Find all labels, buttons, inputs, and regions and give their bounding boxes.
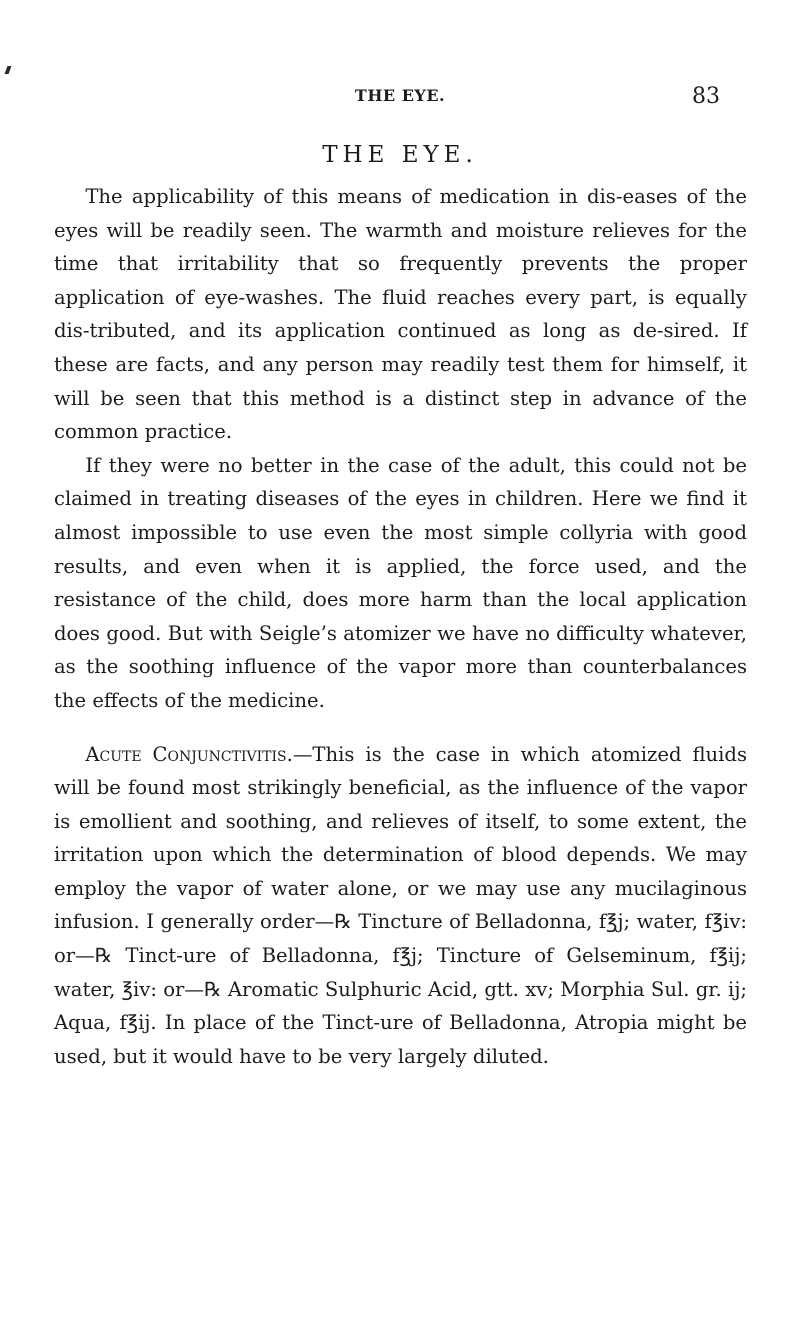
paragraph-applicability: The applicability of this means of medication in dis-eases of the eyes will be readily seen. The warmth and moisture relieves for the time that irritability that so frequently prevents the proper application of eye-washes. The fluid reaches every part, is equally dis-tributed, and its application continued as long as de-sired. If these are facts, and any person may readily test them for himself, it will be seen that this method is a distinct step in advance of the common practice. bbox=[54, 185, 747, 444]
conjunctivitis-text: —This is the case in which atomized fluids will be found most strikingly beneficial, as the influence of the vapor is emollient and soothing, and relieves of itself, to some extent, the irritation upon which the determination of blood depends. We may employ the vapor of water alone, or we may use any mucilaginous infusion. I generally order—℞ Tincture of Belladonna, f℥j; water, f℥iv: or—℞ Tinct-ure of Belladonna, f℥j; Tincture of Gelseminum, f℥ij; water, ℥iv: or—℞ Aromatic Sulphuric Acid, gtt. xv; Morphia Sul. gr. ij; Aqua, f℥ij. In place of the Tinct-ure of Belladonna, Atropia might be used, but it would have to be very largely diluted. bbox=[54, 742, 747, 1068]
section-title: THE EYE. bbox=[322, 142, 478, 168]
running-head bbox=[0, 86, 800, 110]
page-number: 83 bbox=[692, 84, 720, 109]
conjunctivitis-heading: Acute Conjunctivitis. bbox=[85, 742, 293, 766]
paragraph-children: If they were no better in the case of the adult, this could not be claimed in treating diseases of the eyes in children. Here we find it almost impossible to use even the most simple collyria with good results, and even when it is applied, the force used, and the resistance of the child, does more harm than the local application does good. But with Seigle’s atomizer we have no difficulty whatever, as the soothing influence of the vapor more than counterbalances the effects of the medicine. bbox=[54, 453, 747, 712]
body-text bbox=[54, 180, 747, 1073]
paragraph-acute-conjunctivitis bbox=[54, 738, 747, 1074]
margin-mark bbox=[5, 66, 12, 74]
running-title: THE EYE. bbox=[354, 86, 446, 105]
